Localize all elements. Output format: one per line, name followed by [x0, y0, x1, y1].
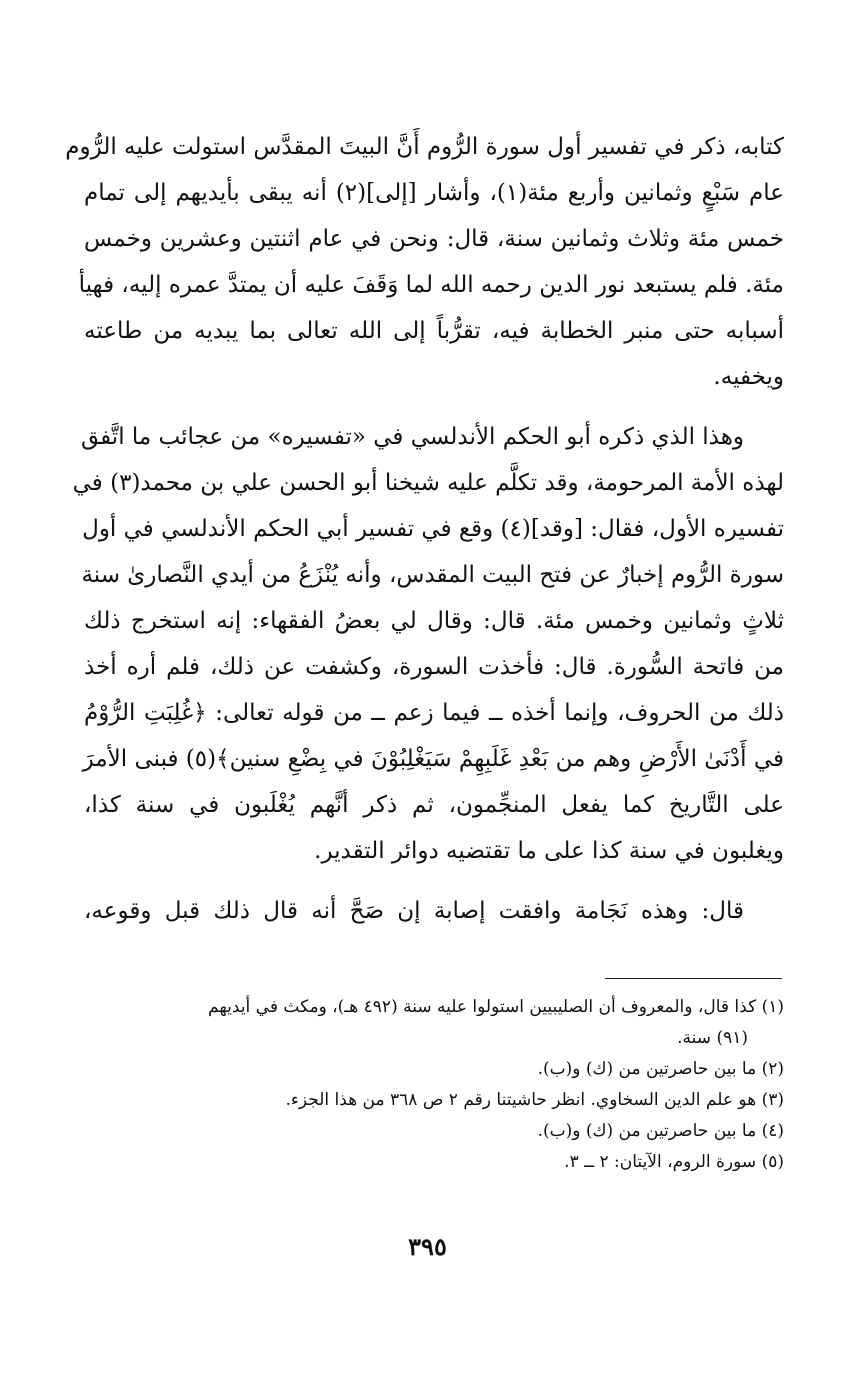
text-line: مئة. فلم يستبعد نور الدين رحمه الله لما وَقَفَ عليه أن يمتدَّ عمره إليه، فهيأ: [78, 272, 784, 298]
text-line: كتابه، ذكر في تفسير أول سورة الرُّوم أَنَّ البيتَ المقدَّس استولت عليه الرُّوم: [65, 134, 784, 160]
footnote-1-continuation: (٩١) سنة.: [677, 1028, 748, 1048]
text-line: ويغلبون في سنة كذا على ما تقتضيه دوائر التقدير.: [314, 838, 784, 864]
text-line: عام سَبْعٍ وثمانين وأربع مئة(١)، وأشار [إلى](٢) أنه يبقى بأيديهم إلى تمام: [84, 180, 784, 206]
text-line: وهذا الذي ذكره أبو الحكم الأندلسي في «تفسيره» من عجائب ما اتَّفق: [80, 424, 744, 450]
footnote-5: (٥) سورة الروم، الآيتان: ٢ ــ ٣.: [564, 1152, 784, 1172]
paragraph-1: [65, 124, 784, 400]
text-line: سورة الرُّوم إخبارٌ عن فتح البيت المقدس، وأنه يُنْزَعُ من أيدي النَّصارىٰ سنة: [81, 562, 784, 588]
text-line: ذلك من الحروف، وإنما أخذه ــ فيما زعم ــ من قوله تعالى: ﴿غُلِبَتِ الرُّوْمُ: [84, 700, 784, 726]
text-line: من فاتحة السُّورة. قال: فأخذت السورة، وكشفت عن ذلك، فلم أره أخذ: [84, 654, 784, 680]
page-number: ٣٩٥: [408, 1232, 447, 1261]
main-text: [65, 124, 784, 934]
text-line: في أَدْنَىٰ الأَرْضِ وهم من بَعْدِ غَلَبِهِمْ سَيَغْلِبُوْنَ في بِضْعِ سنين﴾(٥) فبنى الأمرَ: [82, 746, 784, 772]
text-line: ثلاثٍ وثمانين وخمس مئة. قال: وقال لي بعضُ الفقهاء: إنه استخرج ذلك: [84, 608, 784, 634]
text-line: ويخفيه.: [713, 364, 784, 390]
text-line: لهذه الأمة المرحومة، وقد تكلَّم عليه شيخنا أبو الحسن علي بن محمد(٣) في: [72, 470, 784, 496]
text-line: تفسيره الأول، فقال: [وقد](٤) وقع في تفسير أبي الحكم الأندلسي في أول: [82, 516, 784, 542]
text-line: على التَّاريخ كما يفعل المنجِّمون، ثم ذكر أنَّهم يُغْلَبون في سنة كذا،: [84, 792, 784, 818]
paragraph-2: [72, 414, 784, 874]
footnote-separator: [605, 978, 782, 979]
paragraph-3: [84, 888, 784, 934]
footnote-3: (٣) هو علم الدين السخاوي. انظر حاشيتنا رقم ٢ ص ٣٦٨ من هذا الجزء.: [285, 1090, 784, 1110]
footnote-1: (١) كذا قال، والمعروف أن الصليبيين استولوا عليه سنة (٤٩٢ هـ)، ومكث في أيديهم: [208, 997, 784, 1017]
footnote-4: (٤) ما بين حاصرتين من (ك) و(ب).: [537, 1121, 784, 1141]
footnote-2: (٢) ما بين حاصرتين من (ك) و(ب).: [537, 1059, 784, 1079]
text-line: أسبابه حتى منبر الخطابة فيه، تقرُّباً إلى الله تعالى بما يبديه من طاعته: [84, 318, 784, 344]
footnotes: [84, 992, 784, 1178]
text-line: خمس مئة وثلاث وثمانين سنة، قال: ونحن في عام اثنتين وعشرين وخمس: [84, 226, 784, 252]
text-line: قال: وهذه نَجَامة وافقت إصابة إن صَحَّ أنه قال ذلك قبل وقوعه،: [84, 898, 744, 924]
